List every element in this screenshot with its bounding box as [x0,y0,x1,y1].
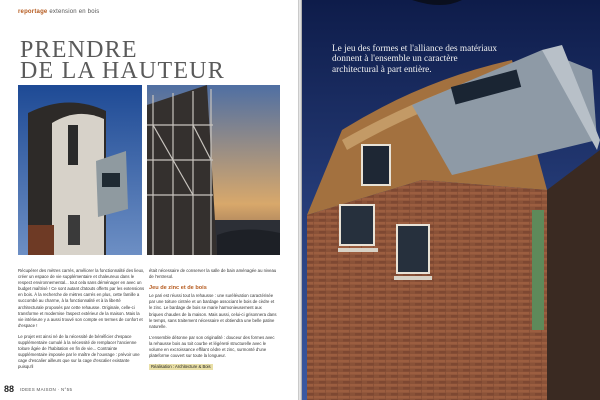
left-page [0,0,298,400]
headline-line-2: DE LA HAUTEUR [20,58,225,84]
kicker-bold: reportage [18,9,48,15]
paragraph: L'ensemble détonne par son originalité : douceur des formes avec la rehausse bois au toit courbe et légèreté structurelle avec le volume en excroissance effilant cèdre et zinc, surmonté d'une plateforme couvert sur toute la longueur. [149,334,275,359]
paragraph: était nécessaire de conserver la salle de bain aménagée au niveau de l'entresol. [149,268,277,280]
paragraph: Le pari est réussi tout la rehausse : une surélévation caractérisée par une toiture cintrée et un bardage associant le bois de cèdre et le zinc. Le bardage de bois se marie harmonieusement aux briques chaudes de la maison. Mais aussi, celui-ci grisonnera dans le temps, sans traitement nécessaire et obtiendra une belle patine naturelle. [149,293,277,329]
paragraph: Récupérer des mètres carrés, améliorer la fonctionnalité des lieux, créer un espace de vie supplémentaire et chaleureux dans le respect environnemental... tout cela sans déménager en avec un budget maîtrisé ! Ce sont autant d'atouts offerts par les extensions en bois. À la recherche de mètres carrés en plus, cette famille a succombé au charme, à la fonctionnalité et à la liberté architecturale proposés par cette rehausse. Originale, celle-ci transforme et modernise l'aspect extérieur de la maison. Mais la vie intérieure y a aussi trouvé son compte en termes de confort et d'espace ! [18,268,145,328]
pull-quote: Le jeu des formes et l'alliance des matériaux donnent à l'ensemble un caractère architectural à part entière. [332,44,498,75]
photo-credit: Réalisation : Architecture & Bois [151,364,211,370]
text-column-1 [18,268,146,376]
photo-scaffolding-sunset [147,85,280,255]
right-page [302,0,600,400]
headline-line-1: PRENDRE [20,37,138,63]
subheading: Jeu de zinc et de bois [149,285,207,292]
kicker-rest: extension en bois [49,9,100,15]
magazine-source: IDEES MAISON · N°55 [20,387,73,392]
paragraph: Le projet est ainsi né de la nécessité de bénéficier d'espace supplémentaire cumulé à la nécessité de remplacer l'ancienne toiture âgée de l'habitation en fin de vie... Contrainte supplémentaire imposée par le maître de l'ouvrage : prévoir une cage d'escalier ailleurs que sur la cage d'escalier existante puisqu'il [18,333,140,370]
headline [20,37,225,84]
photo-extension-facade [18,85,142,255]
section-kicker [18,9,99,15]
page-number: 88 [4,384,15,394]
text-column-2 [149,268,277,370]
